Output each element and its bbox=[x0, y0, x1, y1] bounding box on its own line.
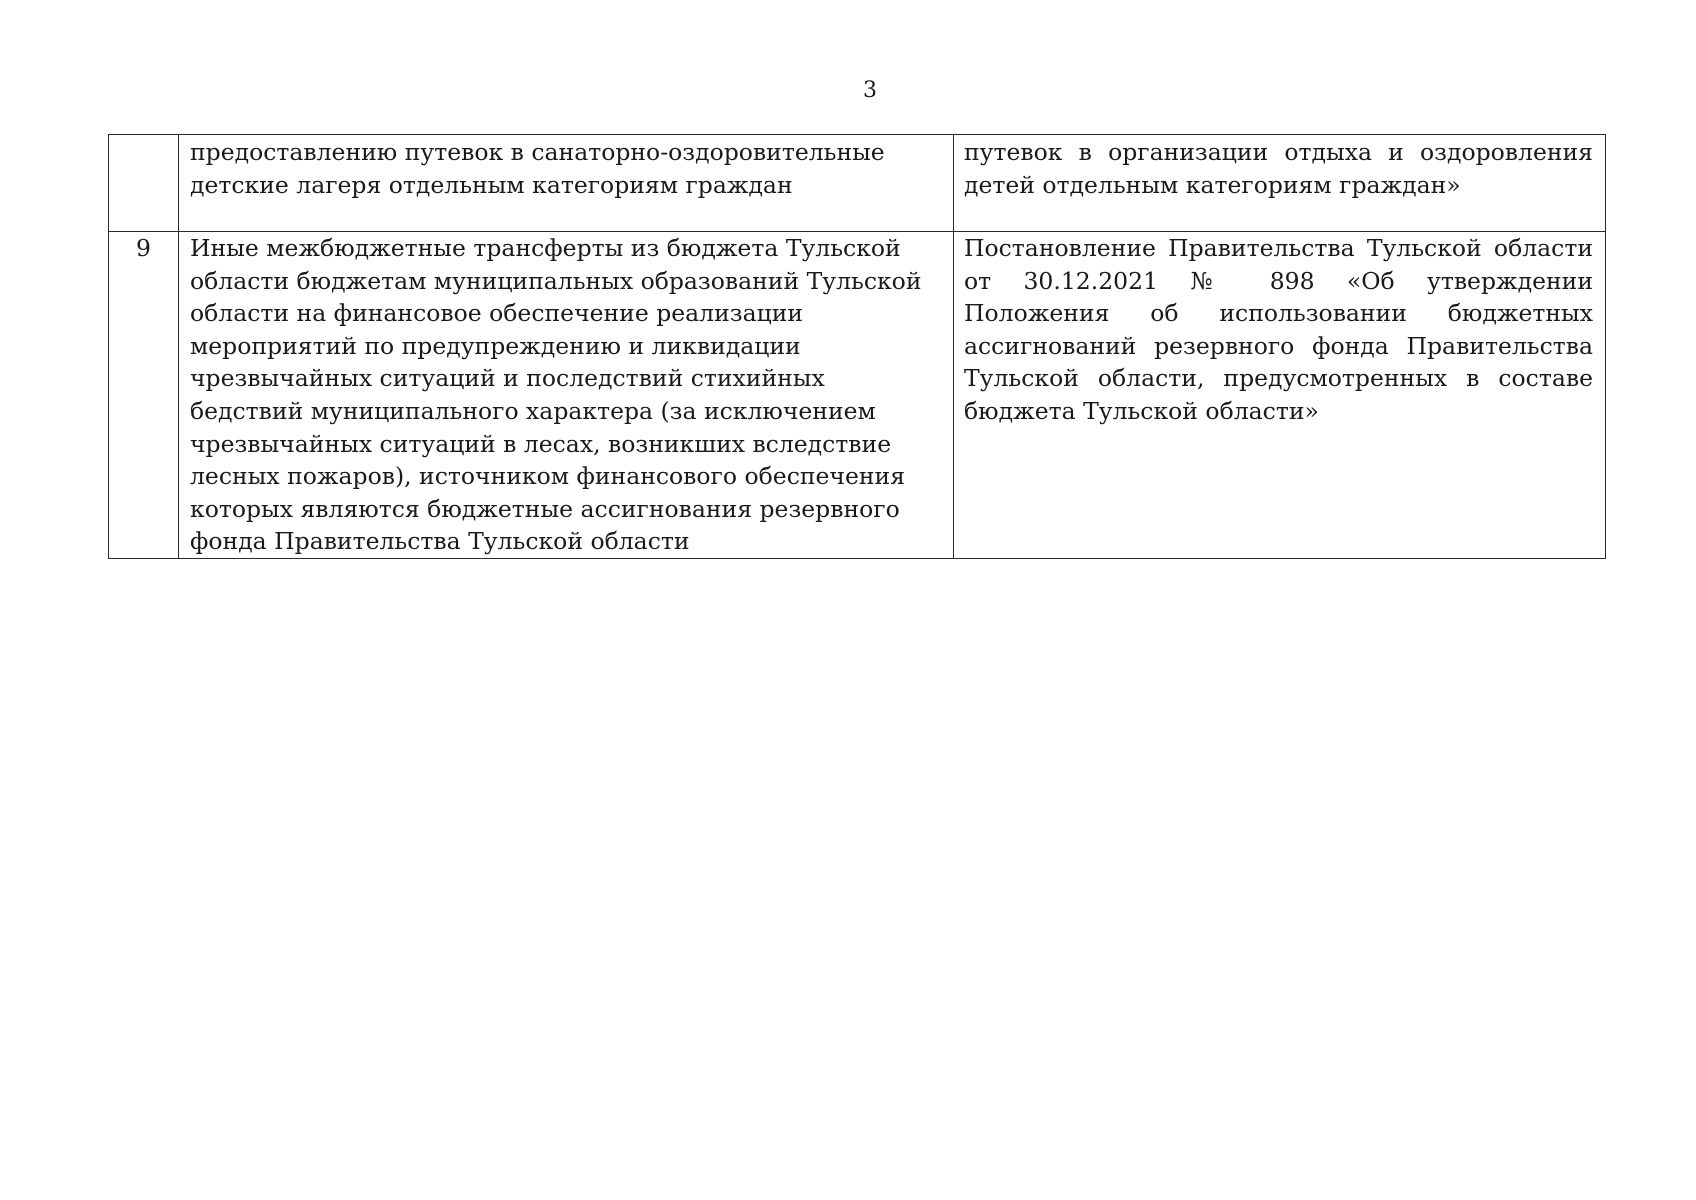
row-description: Иные межбюджетные трансферты из бюджета Тульской области бюджетам муниципальных образований Тульской области на финансовое обеспечение реализации мероприятий по предупреждению и ликвидации чрезвычайных ситуаций и последствий стихийных бедствий муниципального характера (за исключением чрезвычайных ситуаций в лесах, возникших вследствие лесных пожаров), источником финансового обеспечения которых являются бюджетные ассигнования резервного фонда Правительства Тульской области bbox=[190, 234, 922, 556]
table-row bbox=[109, 135, 1606, 232]
row-description-cell bbox=[179, 232, 954, 559]
row-legal-basis: Постановление Правительства Тульской области от 30.12.2021 № 898 «Об утверждении Положения об использовании бюджетных ассигнований резервного фонда Правительства Тульской области, предусмотренных в составе бюджета Тульской области» bbox=[964, 234, 1593, 425]
row-legal-basis-cell bbox=[954, 232, 1606, 559]
row-number: 9 bbox=[136, 234, 151, 262]
row-legal-basis-cell bbox=[954, 135, 1606, 232]
row-description-cell bbox=[179, 135, 954, 232]
row-number-cell bbox=[109, 232, 179, 559]
row-description: предоставлению путевок в санаторно-оздоровительные детские лагеря отдельным категориям граждан bbox=[190, 138, 885, 199]
allocation-table bbox=[108, 134, 1606, 559]
row-number-cell bbox=[109, 135, 179, 232]
table-row bbox=[109, 232, 1606, 559]
row-legal-basis: путевок в организации отдыха и оздоровления детей отдельным категориям граждан» bbox=[964, 138, 1593, 199]
page-number: 3 bbox=[863, 78, 877, 103]
